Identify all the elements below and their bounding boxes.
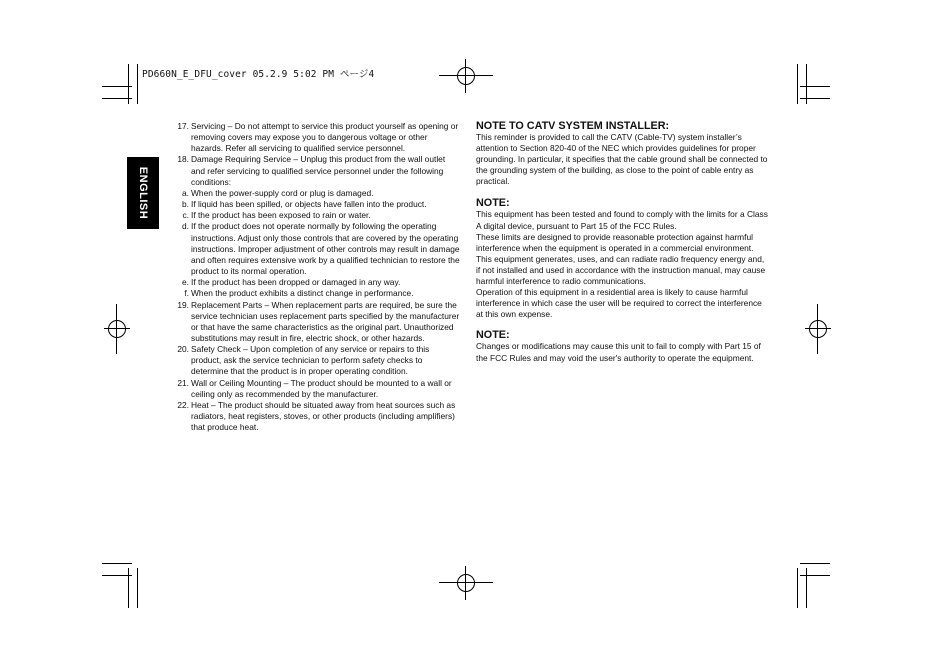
item-text: Damage Requiring Service – Unplug this product from the wall outlet and refer servicing to qualified service personnel under the following conditions:: [191, 154, 446, 187]
item-number: a.: [182, 187, 189, 198]
list-item: [176, 199, 460, 210]
list-item: [176, 288, 460, 299]
modification-note-section: [476, 329, 768, 363]
catv-note-heading: NOTE TO CATV SYSTEM INSTALLER:: [476, 120, 670, 132]
crop-mark: [806, 64, 807, 104]
crop-mark: [102, 563, 132, 564]
item-number: d.: [182, 221, 189, 232]
item-number: e.: [182, 277, 189, 288]
modification-note-body: Changes or modifications may cause this unit to fail to comply with Part 15 of the FCC Rules and may void the user's authority to operate the equipment.: [476, 341, 761, 363]
crop-mark: [800, 563, 830, 564]
item-text: When the power-supply cord or plug is damaged.: [191, 187, 374, 198]
list-item: [176, 300, 460, 345]
catv-note-section: [476, 120, 768, 187]
item-number: 20.: [177, 344, 189, 355]
registration-mark-icon: [453, 63, 479, 89]
crop-mark: [800, 98, 830, 99]
item-number: f.: [184, 288, 189, 299]
item-text: Safety Check – Upon completion of any service or repairs to this product, ask the service technician to perform safety checks to determine that the product is in proper operating condition.: [191, 344, 430, 377]
list-item: [176, 221, 460, 277]
crop-mark: [806, 568, 807, 608]
notes-column: [476, 120, 768, 370]
item-text: Heat – The product should be situated away from heat sources such as radiators, heat registers, stoves, or other products (including amplifiers) that produce heat.: [191, 399, 456, 433]
fcc-note-paragraph: Operation of this equipment in a residential area is likely to cause harmful interference in which case the user will be required to correct the interference at this own expense.: [476, 287, 762, 320]
item-text: If the product has been exposed to rain or water.: [191, 210, 371, 221]
registration-mark-icon: [453, 570, 479, 596]
crop-mark: [800, 86, 830, 87]
item-text: If liquid has been spilled, or objects have fallen into the product.: [191, 199, 427, 210]
modification-note-heading: NOTE:: [476, 329, 510, 342]
fcc-note-section: [476, 197, 768, 320]
item-number: b.: [182, 199, 189, 210]
registration-mark-icon: [805, 316, 831, 342]
list-item: [176, 344, 460, 377]
crop-mark: [797, 64, 798, 104]
crop-mark: [128, 568, 129, 608]
list-item: [176, 188, 460, 199]
item-text: Replacement Parts – When replacement parts are required, be sure the service technician uses replacement parts specified by the manufacturer or that have the same characteristics as the original part. Unauthorized substitutions may result in fire, electric shock, or other hazards.: [191, 299, 460, 343]
catv-note-body: This reminder is provided to call the CATV (Cable-TV) system installer’s attention to Section 820-40 of the NEC which provides guidelines for proper grounding. In particular, it specifies that the cable ground shall be connected to the grounding system of the building, as close to the point of cable entry as practical.: [476, 132, 768, 187]
fcc-note-paragraph: This equipment generates, uses, and can radiate radio frequency energy and, if not installed and used in accordance with the instruction manual, may cause harmful interference to radio communications.: [476, 253, 766, 287]
item-text: If the product has been dropped or damaged in any way.: [191, 277, 401, 288]
safety-instructions-list: [176, 121, 460, 433]
crop-mark: [137, 568, 138, 608]
item-number: 17.: [177, 121, 189, 131]
language-tab: [127, 157, 159, 229]
print-slug: PD660N_E_DFU_cover 05.2.9 5:02 PM ページ4: [142, 69, 375, 80]
fcc-note-heading: NOTE:: [476, 197, 510, 210]
item-number: c.: [182, 210, 189, 221]
list-item: [176, 210, 460, 221]
list-item: [176, 400, 460, 433]
crop-mark: [128, 64, 129, 104]
crop-mark: [800, 575, 830, 576]
list-item: [176, 121, 460, 154]
item-text: When the product exhibits a distinct change in performance.: [191, 288, 414, 299]
fcc-note-paragraph: This equipment has been tested and found to comply with the limits for a Class A digital device, pursuant to Part 15 of the FCC Rules.: [476, 209, 768, 231]
crop-mark: [797, 568, 798, 608]
item-text: Servicing – Do not attempt to service this product yourself as opening or removing covers may expose you to dangerous voltage or other hazards. Refer all servicing to qualified service personnel.: [191, 121, 459, 154]
registration-mark-icon: [104, 316, 130, 342]
fcc-note-paragraph: These limits are designed to provide reasonable protection against harmful interference when the equipment is operated in a commercial environment.: [476, 231, 754, 253]
item-text: Wall or Ceiling Mounting – The product should be mounted to a wall or ceiling only as recommended by the manufacturer.: [191, 377, 452, 399]
language-tab-label: ENGLISH: [137, 166, 149, 220]
item-number: 22.: [177, 399, 189, 410]
item-number: 19.: [177, 299, 189, 310]
item-text: If the product does not operate normally by following the operating instructions. Adjust only those controls that are covered by the operating instructions. Improper adjustment of other controls may result in damage and often requires extensive work by a qualified technician to restore the product to its normal operation.: [191, 221, 460, 277]
list-item: [176, 378, 460, 400]
item-number: 21.: [177, 377, 189, 388]
list-item: [176, 277, 460, 288]
item-number: 18.: [177, 154, 189, 165]
list-item: [176, 154, 460, 187]
crop-mark: [137, 64, 138, 104]
